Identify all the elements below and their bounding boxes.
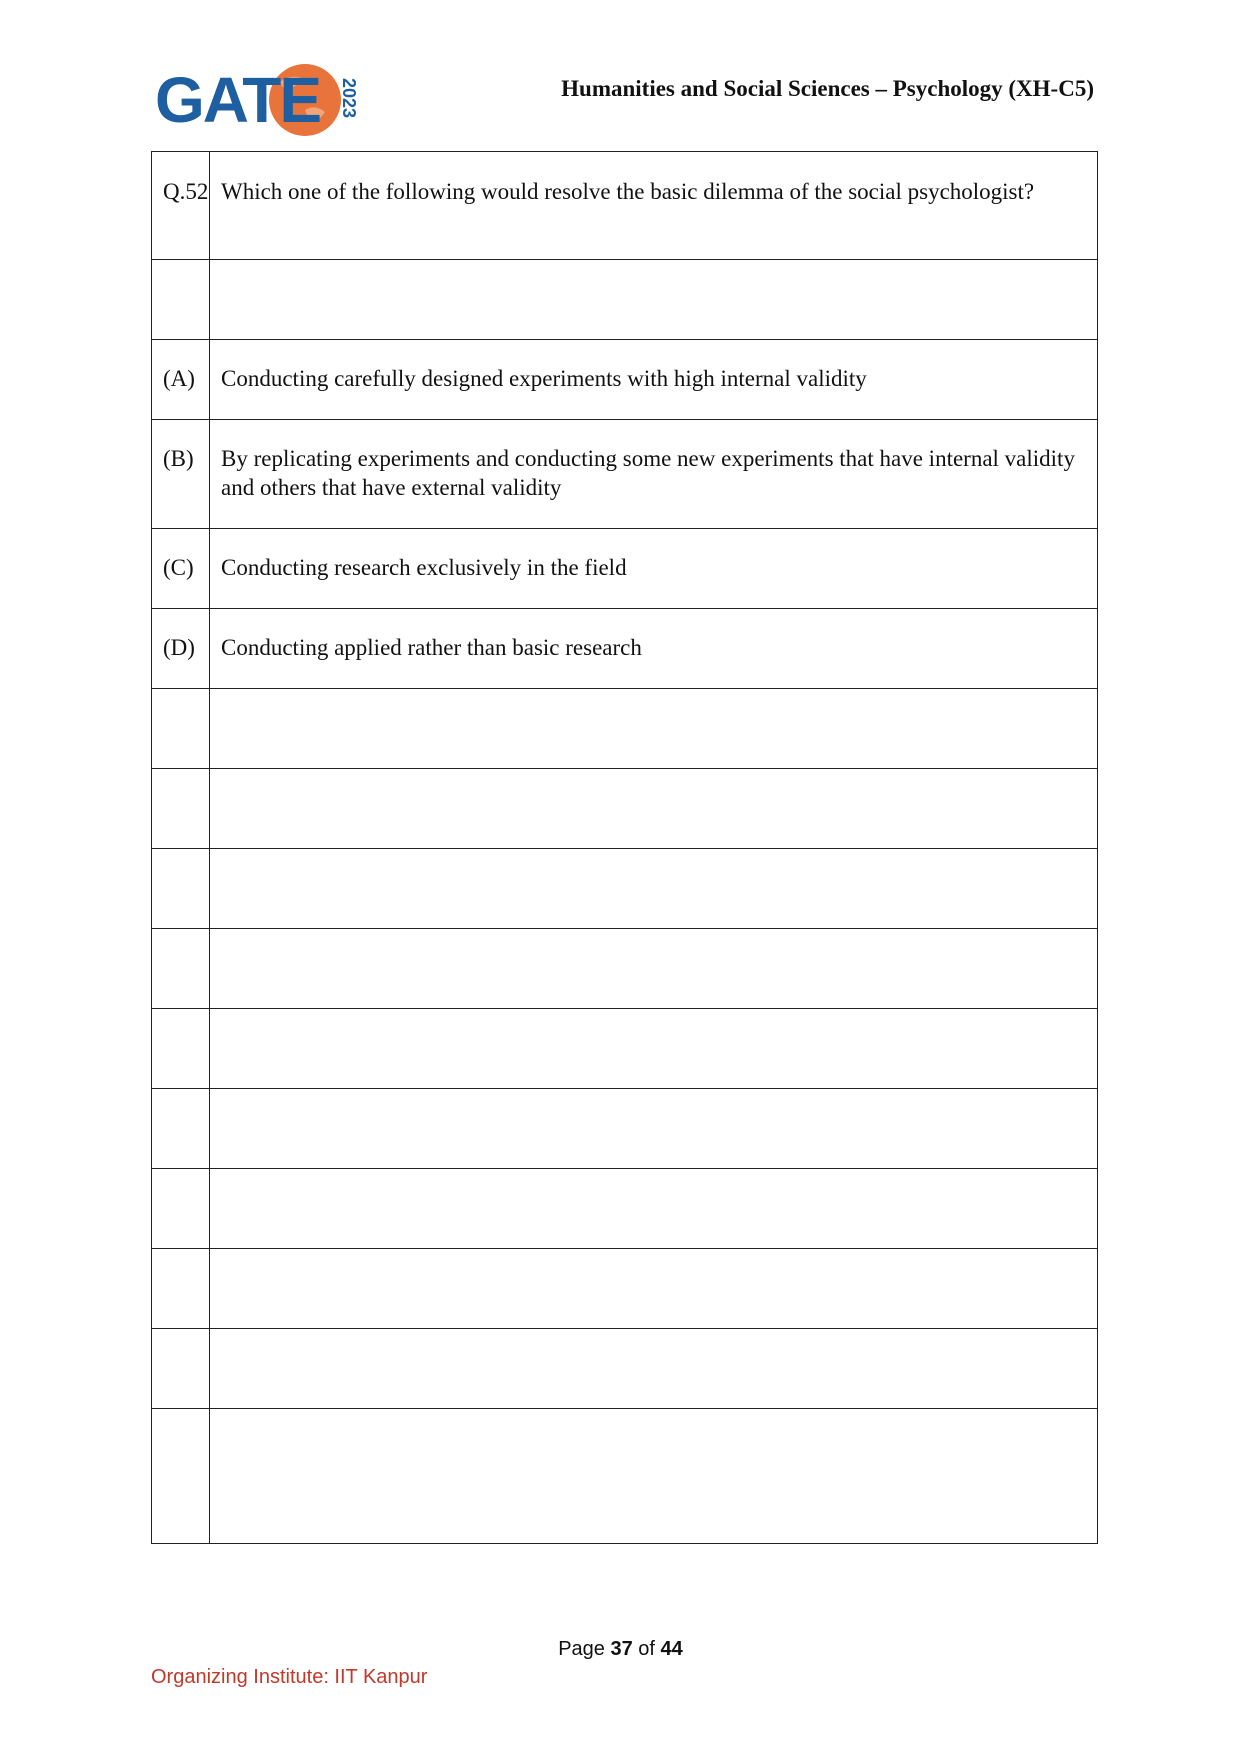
question-text: Which one of the following would resolve the basic dilemma of the social psychologist? [210, 152, 1098, 260]
page-header-title: Humanities and Social Sciences – Psychology (XH-C5) [561, 76, 1094, 101]
table-row [152, 849, 1098, 929]
option-label: (C) [152, 529, 210, 609]
table-row [152, 769, 1098, 849]
table-row [152, 1169, 1098, 1249]
option-label: (B) [152, 420, 210, 529]
table-row [152, 929, 1098, 1009]
page-total: 44 [660, 1638, 683, 1660]
page-current: 37 [610, 1638, 633, 1660]
page-prefix: Page [558, 1638, 605, 1660]
option-text: Conducting research exclusively in the field [210, 529, 1098, 609]
logo-text: GATE [155, 64, 321, 136]
table-row [152, 260, 1098, 340]
table-row [152, 689, 1098, 769]
option-text: Conducting applied rather than basic research [210, 609, 1098, 689]
option-label: (D) [152, 609, 210, 689]
page-number [0, 1638, 1241, 1661]
option-row-b [152, 420, 1098, 529]
table-row [152, 1009, 1098, 1089]
table-row [152, 1249, 1098, 1329]
logo-year: 2023 [339, 78, 359, 119]
option-row-c [152, 529, 1098, 609]
option-text: By replicating experiments and conducting some new experiments that have internal validity and others that have external validity [210, 420, 1098, 529]
gate-2023-logo [155, 60, 359, 140]
table-row [152, 1089, 1098, 1169]
option-label: (A) [152, 340, 210, 420]
option-row-a [152, 340, 1098, 420]
option-text: Conducting carefully designed experiments with high internal validity [210, 340, 1098, 420]
organizing-institute: Organizing Institute: IIT Kanpur [151, 1666, 428, 1688]
page-of: of [638, 1638, 655, 1660]
table-row [152, 1409, 1098, 1544]
gate-logo-graphic [155, 60, 359, 140]
question-row [152, 152, 1098, 260]
option-row-d [152, 609, 1098, 689]
question-table [151, 151, 1098, 1544]
table-row [152, 1329, 1098, 1409]
question-number: Q.52 [152, 152, 210, 260]
